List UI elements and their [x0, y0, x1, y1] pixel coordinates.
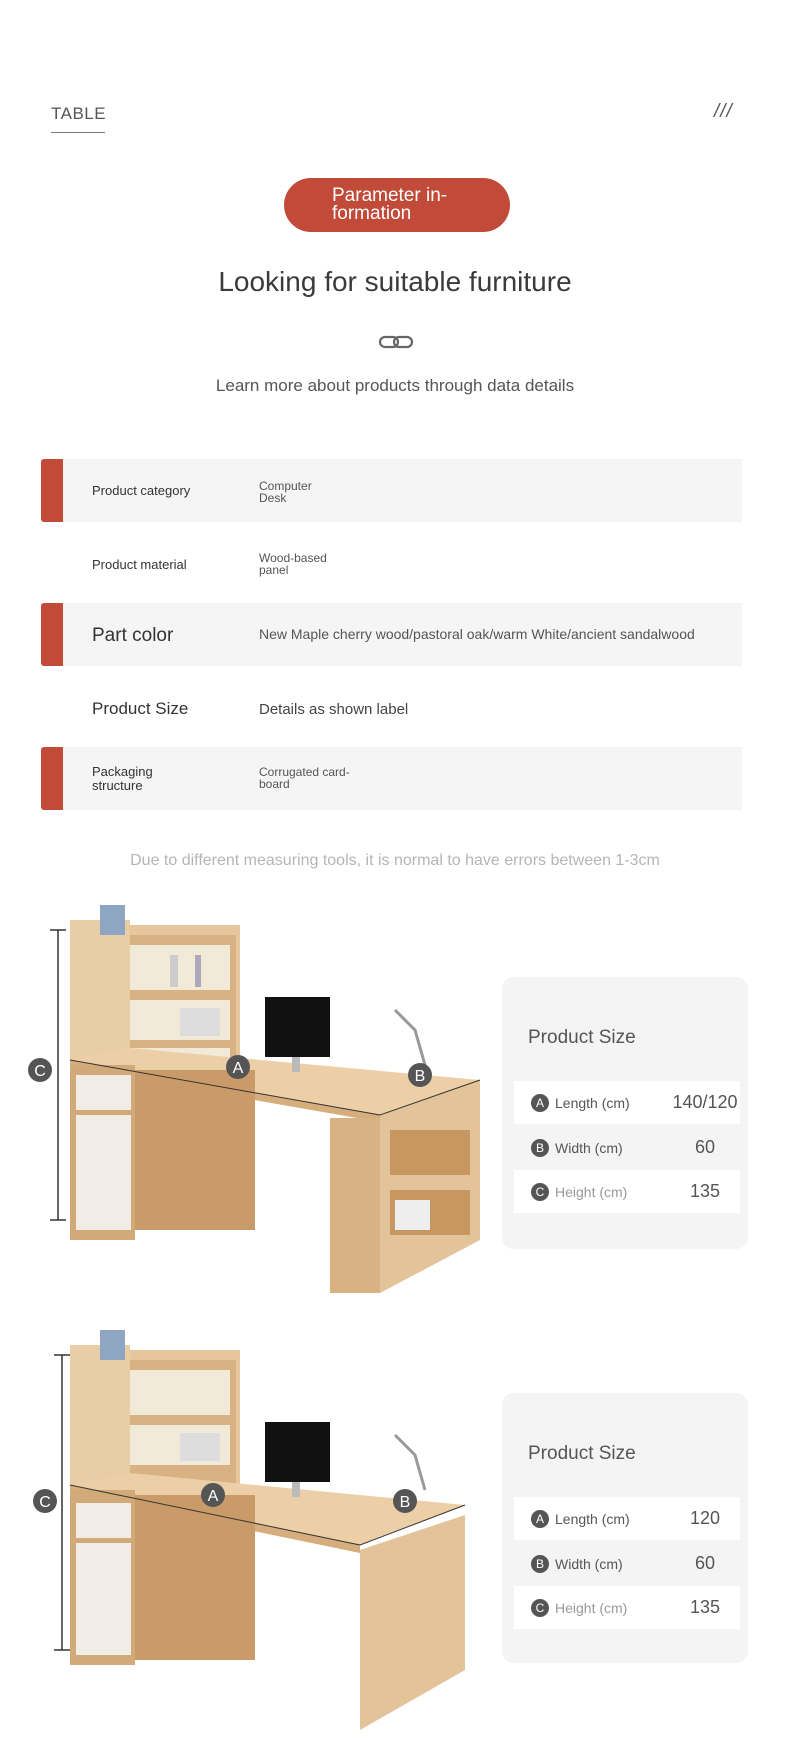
size-row-height: [514, 1586, 740, 1629]
size-value: 135: [689, 1181, 721, 1201]
spec-row-size: [41, 677, 742, 740]
dim-marker-a: A: [207, 1488, 219, 1505]
spec-row-category: [41, 459, 742, 522]
row-accent: [41, 603, 63, 666]
size-badge-b: B: [531, 1555, 549, 1573]
size-label: Width (cm): [555, 1139, 623, 1156]
spec-value: New Maple cherry wood/pastoral oak/warm White/ancient sandalwood: [259, 626, 695, 642]
desk-illustration-straight: [20, 1325, 480, 1740]
size-row-length: [514, 1081, 740, 1124]
size-card-2: [502, 1393, 748, 1663]
size-badge-a: A: [531, 1094, 549, 1112]
measurement-note: Due to different measuring tools, it is normal to have errors between 1-3cm: [130, 852, 660, 869]
dim-marker-c: C: [34, 1063, 46, 1080]
size-label: Height (cm): [555, 1183, 628, 1200]
dim-marker-b: B: [414, 1068, 426, 1085]
size-value: 120: [689, 1508, 721, 1528]
spec-label: Product material: [92, 557, 187, 572]
spec-value: Wood-based panel: [259, 551, 327, 577]
size-badge-b: B: [531, 1139, 549, 1157]
size-value: 60: [694, 1137, 716, 1157]
dim-marker-a: A: [232, 1060, 244, 1077]
size-row-width: [514, 1126, 740, 1169]
desk-illustration-l-shape: [20, 900, 490, 1310]
spec-value: Corrugated card- board: [259, 765, 350, 791]
size-badge-a: A: [531, 1510, 549, 1528]
size-label: Height (cm): [555, 1599, 628, 1616]
size-label: Length (cm): [555, 1510, 630, 1527]
size-card-1: [502, 977, 748, 1249]
size-label: Length (cm): [555, 1094, 630, 1111]
size-row-height: [514, 1170, 740, 1213]
parameter-info-label: Parameter in- formation: [332, 185, 448, 224]
row-accent: [41, 747, 63, 810]
spec-label: Product Size: [92, 699, 189, 718]
size-row-width: [514, 1542, 740, 1585]
size-card-title: Product Size: [528, 1443, 636, 1464]
spec-label: Product category: [92, 483, 191, 498]
size-row-length: [514, 1497, 740, 1540]
size-card-title: Product Size: [528, 1027, 636, 1048]
size-label: Width (cm): [555, 1555, 623, 1572]
page-subtitle: Learn more about products through data details: [215, 376, 575, 395]
spec-row-material: [41, 533, 742, 596]
parameter-info-pill: [284, 178, 510, 232]
size-badge-c: C: [531, 1183, 549, 1201]
section-tag-underline: [51, 132, 105, 133]
spec-value: Details as shown label: [259, 701, 409, 718]
section-tag: TABLE: [51, 104, 107, 123]
link-icon: [378, 332, 414, 352]
decorative-slashes: ///: [714, 101, 733, 122]
spec-value: Computer Desk: [259, 479, 312, 505]
spec-label: Packaging structure: [92, 764, 153, 793]
size-value: 60: [694, 1553, 716, 1573]
row-accent: [41, 459, 63, 522]
dim-marker-c: C: [39, 1494, 51, 1511]
size-value: 140/120: [672, 1092, 738, 1112]
page-title: Looking for suitable furniture: [218, 266, 572, 297]
spec-row-packaging: [41, 747, 742, 810]
dim-marker-b: B: [399, 1494, 411, 1511]
size-value: 135: [689, 1597, 721, 1617]
size-badge-c: C: [531, 1599, 549, 1617]
spec-row-color: [41, 603, 742, 666]
spec-label: Part color: [92, 625, 174, 646]
